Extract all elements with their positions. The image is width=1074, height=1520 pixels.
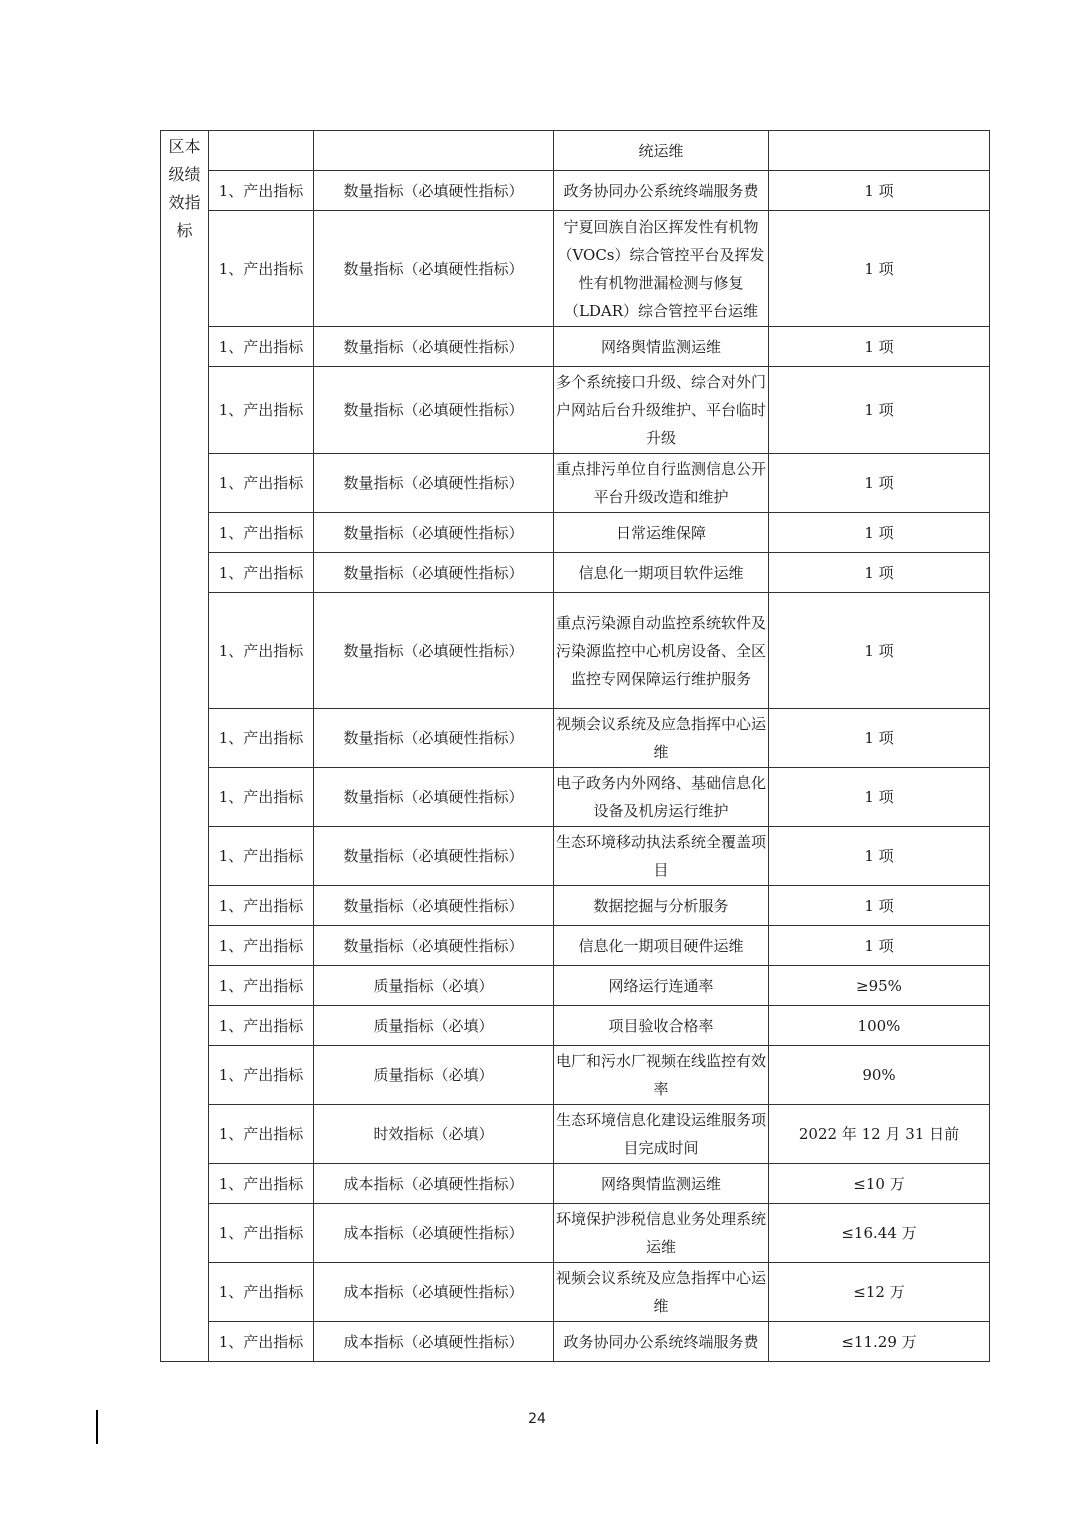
indicator-value-cell: 1 项 bbox=[769, 709, 990, 768]
level2-indicator-cell: 数量指标（必填硬性指标） bbox=[314, 827, 554, 886]
indicator-name-cell: 数据挖掘与分析服务 bbox=[554, 886, 769, 926]
level1-indicator-cell: 1、产出指标 bbox=[209, 454, 314, 513]
indicator-name-cell: 电子政务内外网络、基础信息化设备及机房运行维护 bbox=[554, 768, 769, 827]
table-row bbox=[161, 1263, 990, 1322]
table-row bbox=[161, 171, 990, 211]
level2-indicator-cell: 成本指标（必填硬性指标） bbox=[314, 1263, 554, 1322]
table-row bbox=[161, 1006, 990, 1046]
table-row bbox=[161, 926, 990, 966]
table-row bbox=[161, 827, 990, 886]
level2-indicator-cell: 数量指标（必填硬性指标） bbox=[314, 454, 554, 513]
indicator-value-cell: 1 项 bbox=[769, 211, 990, 327]
level2-indicator-cell: 质量指标（必填） bbox=[314, 966, 554, 1006]
indicator-name-cell: 宁夏回族自治区挥发性有机物（VOCs）综合管控平台及挥发性有机物泄漏检测与修复（LDAR）综合管控平台运维 bbox=[554, 211, 769, 327]
table-row bbox=[161, 966, 990, 1006]
table-row bbox=[161, 1164, 990, 1204]
level2-indicator-cell: 数量指标（必填硬性指标） bbox=[314, 171, 554, 211]
indicator-value-cell: 1 项 bbox=[769, 593, 990, 709]
table-row bbox=[161, 1105, 990, 1164]
table-row bbox=[161, 1046, 990, 1105]
level2-indicator-cell: 成本指标（必填硬性指标） bbox=[314, 1164, 554, 1204]
table-row bbox=[161, 1322, 990, 1362]
indicator-value-cell: 1 项 bbox=[769, 454, 990, 513]
level2-indicator-cell: 数量指标（必填硬性指标） bbox=[314, 709, 554, 768]
indicator-name-cell: 视频会议系统及应急指挥中心运维 bbox=[554, 709, 769, 768]
level2-indicator-cell: 数量指标（必填硬性指标） bbox=[314, 926, 554, 966]
table-row bbox=[161, 513, 990, 553]
indicator-name-cell: 环境保护涉税信息业务处理系统运维 bbox=[554, 1204, 769, 1263]
indicator-name-cell: 统运维 bbox=[554, 131, 769, 171]
level1-indicator-cell: 1、产出指标 bbox=[209, 327, 314, 367]
indicator-name-cell: 电厂和污水厂视频在线监控有效率 bbox=[554, 1046, 769, 1105]
indicator-value-cell: 1 项 bbox=[769, 827, 990, 886]
indicator-value-cell: 1 项 bbox=[769, 553, 990, 593]
indicator-name-cell: 生态环境移动执法系统全覆盖项目 bbox=[554, 827, 769, 886]
table-row bbox=[161, 367, 990, 454]
level2-indicator-cell: 成本指标（必填硬性指标） bbox=[314, 1204, 554, 1263]
level1-indicator-cell: 1、产出指标 bbox=[209, 553, 314, 593]
level2-indicator-cell bbox=[314, 131, 554, 171]
level2-indicator-cell: 时效指标（必填） bbox=[314, 1105, 554, 1164]
level2-indicator-cell: 数量指标（必填硬性指标） bbox=[314, 367, 554, 454]
indicator-name-cell: 网络舆情监测运维 bbox=[554, 1164, 769, 1204]
indicator-name-cell: 信息化一期项目软件运维 bbox=[554, 553, 769, 593]
indicator-value-cell: 1 项 bbox=[769, 327, 990, 367]
indicator-name-cell: 信息化一期项目硬件运维 bbox=[554, 926, 769, 966]
indicator-name-cell: 政务协同办公系统终端服务费 bbox=[554, 1322, 769, 1362]
indicator-name-cell: 视频会议系统及应急指挥中心运维 bbox=[554, 1263, 769, 1322]
level1-indicator-cell bbox=[209, 131, 314, 171]
level1-indicator-cell: 1、产出指标 bbox=[209, 1204, 314, 1263]
indicator-value-cell: 90% bbox=[769, 1046, 990, 1105]
table-row bbox=[161, 327, 990, 367]
level1-indicator-cell: 1、产出指标 bbox=[209, 171, 314, 211]
level1-indicator-cell: 1、产出指标 bbox=[209, 768, 314, 827]
level1-indicator-cell: 1、产出指标 bbox=[209, 827, 314, 886]
level1-indicator-cell: 1、产出指标 bbox=[209, 1105, 314, 1164]
level2-indicator-cell: 数量指标（必填硬性指标） bbox=[314, 513, 554, 553]
indicator-value-cell: ≥95% bbox=[769, 966, 990, 1006]
level2-indicator-cell: 成本指标（必填硬性指标） bbox=[314, 1322, 554, 1362]
indicator-value-cell: ≤12 万 bbox=[769, 1263, 990, 1322]
table-row bbox=[161, 1204, 990, 1263]
indicator-value-cell: 1 项 bbox=[769, 768, 990, 827]
level1-indicator-cell: 1、产出指标 bbox=[209, 1263, 314, 1322]
table-row bbox=[161, 886, 990, 926]
level1-indicator-cell: 1、产出指标 bbox=[209, 1164, 314, 1204]
indicator-value-cell: 1 项 bbox=[769, 171, 990, 211]
indicator-name-cell: 网络运行连通率 bbox=[554, 966, 769, 1006]
table-row bbox=[161, 454, 990, 513]
indicator-name-cell: 政务协同办公系统终端服务费 bbox=[554, 171, 769, 211]
indicator-value-cell: ≤11.29 万 bbox=[769, 1322, 990, 1362]
level2-indicator-cell: 数量指标（必填硬性指标） bbox=[314, 886, 554, 926]
indicator-value-cell: ≤16.44 万 bbox=[769, 1204, 990, 1263]
indicator-name-cell: 生态环境信息化建设运维服务项目完成时间 bbox=[554, 1105, 769, 1164]
level1-indicator-cell: 1、产出指标 bbox=[209, 513, 314, 553]
level2-indicator-cell: 数量指标（必填硬性指标） bbox=[314, 553, 554, 593]
level1-indicator-cell: 1、产出指标 bbox=[209, 1046, 314, 1105]
indicator-value-cell: 1 项 bbox=[769, 926, 990, 966]
level2-indicator-cell: 质量指标（必填） bbox=[314, 1046, 554, 1105]
performance-indicator-table bbox=[160, 130, 990, 1362]
level2-indicator-cell: 质量指标（必填） bbox=[314, 1006, 554, 1046]
indicator-name-cell: 网络舆情监测运维 bbox=[554, 327, 769, 367]
indicator-value-cell: 1 项 bbox=[769, 513, 990, 553]
table-row bbox=[161, 553, 990, 593]
level1-indicator-cell: 1、产出指标 bbox=[209, 1006, 314, 1046]
level1-indicator-cell: 1、产出指标 bbox=[209, 211, 314, 327]
level1-indicator-cell: 1、产出指标 bbox=[209, 1322, 314, 1362]
table-row bbox=[161, 768, 990, 827]
indicator-value-cell bbox=[769, 131, 990, 171]
indicator-name-cell: 多个系统接口升级、综合对外门户网站后台升级维护、平台临时升级 bbox=[554, 367, 769, 454]
indicator-name-cell: 日常运维保障 bbox=[554, 513, 769, 553]
indicator-value-cell: 1 项 bbox=[769, 367, 990, 454]
indicator-name-cell: 项目验收合格率 bbox=[554, 1006, 769, 1046]
indicator-value-cell: 2022 年 12 月 31 日前 bbox=[769, 1105, 990, 1164]
indicator-value-cell: 1 项 bbox=[769, 886, 990, 926]
level2-indicator-cell: 数量指标（必填硬性指标） bbox=[314, 211, 554, 327]
indicator-name-cell: 重点排污单位自行监测信息公开平台升级改造和维护 bbox=[554, 454, 769, 513]
indicator-name-cell: 重点污染源自动监控系统软件及污染源监控中心机房设备、全区监控专网保障运行维护服务 bbox=[554, 593, 769, 709]
indicator-value-cell: 100% bbox=[769, 1006, 990, 1046]
page-number: 24 bbox=[528, 1411, 546, 1427]
level1-indicator-cell: 1、产出指标 bbox=[209, 886, 314, 926]
level1-indicator-cell: 1、产出指标 bbox=[209, 367, 314, 454]
table-body bbox=[161, 131, 990, 1362]
level1-indicator-cell: 1、产出指标 bbox=[209, 709, 314, 768]
table-row bbox=[161, 131, 990, 171]
level2-indicator-cell: 数量指标（必填硬性指标） bbox=[314, 768, 554, 827]
level1-indicator-cell: 1、产出指标 bbox=[209, 966, 314, 1006]
side-label: 区本级绩效指标 bbox=[161, 131, 209, 1362]
level2-indicator-cell: 数量指标（必填硬性指标） bbox=[314, 593, 554, 709]
level1-indicator-cell: 1、产出指标 bbox=[209, 926, 314, 966]
level2-indicator-cell: 数量指标（必填硬性指标） bbox=[314, 327, 554, 367]
indicator-value-cell: ≤10 万 bbox=[769, 1164, 990, 1204]
table-row bbox=[161, 593, 990, 709]
table-row bbox=[161, 709, 990, 768]
table-row bbox=[161, 211, 990, 327]
level1-indicator-cell: 1、产出指标 bbox=[209, 593, 314, 709]
